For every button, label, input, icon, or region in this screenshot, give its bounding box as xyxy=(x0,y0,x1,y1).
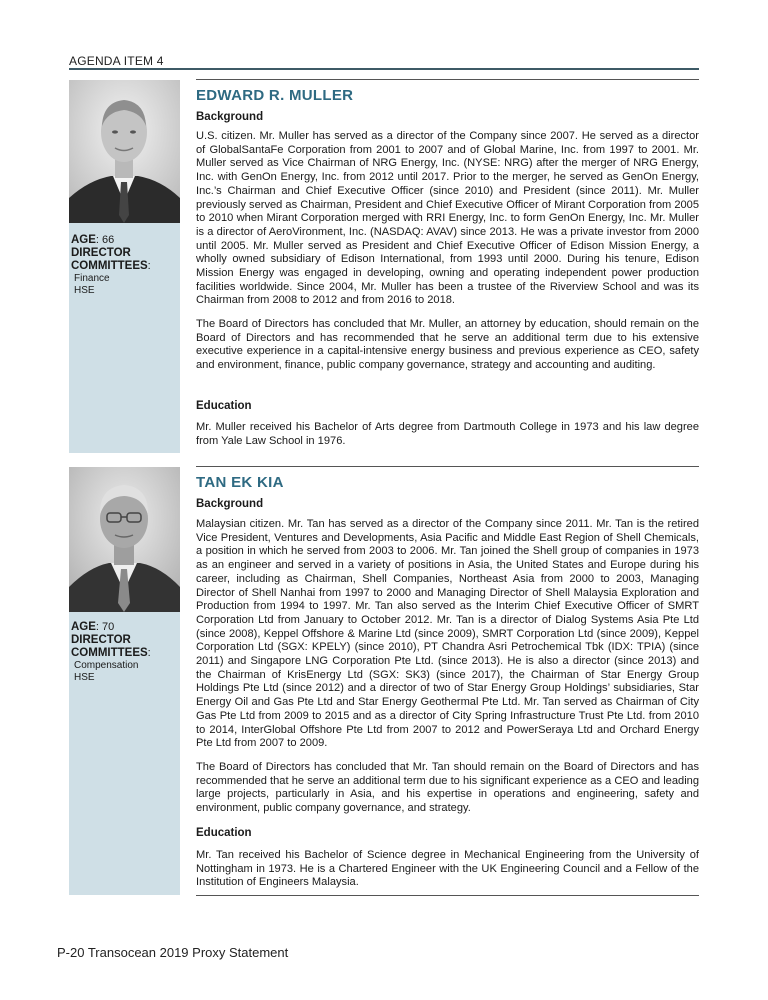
page-footer: P-20 Transocean 2019 Proxy Statement xyxy=(57,945,289,960)
committee-item: Compensation xyxy=(74,660,139,671)
section-rule xyxy=(196,895,699,896)
board-conclusion-text: The Board of Directors has concluded that Mr. Muller, an attorney by education, should remain on the Board of Directors and has recommended that he serve an additional term due to his extensive executive experience in a capital-intensive energy business and previous experience as CEO, safety and environment, finance, public company governance, strategy and accounting and auditing. xyxy=(196,318,699,372)
director-info xyxy=(71,234,151,297)
committee-item: HSE xyxy=(74,285,95,296)
director-photo xyxy=(69,80,180,223)
committees-label: DIRECTOR xyxy=(71,247,131,259)
education-text: Mr. Tan received his Bachelor of Science degree in Mechanical Engineering from the University of Nottingham in 1973. He is a Chartered Engineer with the UK Engineering Council and a Fellow of the Institution of Engineers Malaysia. xyxy=(196,849,699,889)
age-label: AGE xyxy=(71,621,96,633)
director-name: EDWARD R. MULLER xyxy=(196,87,354,104)
education-heading: Education xyxy=(196,827,252,839)
age-value: : 66 xyxy=(95,234,115,246)
director-photo xyxy=(69,467,180,612)
committee-item: Finance xyxy=(74,273,110,284)
board-conclusion-text: The Board of Directors has concluded that Mr. Tan should remain on the Board of Directors and has recommended that he serve an additional term due to his significant experience as a CEO and leading large projects, particularly in Asia, and his expertise in operations and engineering, safety and environment, public company governance, and strategy. xyxy=(196,761,699,815)
age-label: AGE xyxy=(71,234,96,246)
background-text: U.S. citizen. Mr. Muller has served as a director of the Company since 2007. He served as a director of GlobalSantaFe Corporation from 2001 to 2007 and of Global Marine, Inc. from 1997 to 2001. Mr. Muller served as Vice Chairman of NRG Energy, Inc. (NYSE: NRG) after the merger of NRG Energy, Inc. with GenOn Energy, Inc. from 2012 until 2017. Prior to the merger, he served as GenOn Energy, Inc.’s Chairman and Chief Executive Officer (since 2010) and President (since 2011). Mr. Muller previously served as Chairman, President and Chief Executive Officer of Mirant Corporation from 2005 to 2010 when Mirant Corporation merged with RRI Energy, Inc. to form GenOn Energy, Inc. Mr. Muller is a director of AeroVironment, Inc. (NASDAQ: AVAV) since 2013. He was a private investor from 2000 until 2005. Mr. Muller served as President and Chief Executive Officer of Edison Mission Energy, a wholly owned subsidiary of Edison International, from 1993 until 2000. During his tenure, Edison Mission Energy was engaged in developing, owning and operating independent power production facilities worldwide. Since 2004, Mr. Muller has been a trustee of the Riverview School and was its Chairman from 2008 to 2012 and from 2016 to 2018. xyxy=(196,130,699,307)
director-name: TAN EK KIA xyxy=(196,474,284,491)
committees-label: COMMITTEES xyxy=(71,260,148,272)
committee-item: HSE xyxy=(74,672,95,683)
section-rule xyxy=(196,79,699,80)
committees-colon: : xyxy=(147,647,151,659)
education-text: Mr. Muller received his Bachelor of Arts degree from Dartmouth College in 1973 and his law degree from Yale Law School in 1976. xyxy=(196,421,699,447)
background-heading: Background xyxy=(196,498,264,510)
committees-colon: : xyxy=(147,260,151,272)
committees-label: DIRECTOR xyxy=(71,634,131,646)
header-rule xyxy=(69,68,699,70)
director-info xyxy=(71,621,151,684)
background-text: Malaysian citizen. Mr. Tan has served as a director of the Company since 2011. Mr. Tan is the retired Vice President, Ventures and Developments, Asia Pacific and Middle East Region of Shell Chemicals, a position in which he served from 2003 to 2006. Mr. Tan joined the Shell group of companies in 1973 as an engineer and served in a variety of positions in Asia, the United States and Europe during his career, including as Chairman, Shell Companies, Northeast Asia from 2000 to 2003, Managing Director of Shell Nanhai from 1997 to 2000 and Managing Director of Shell Malaysia Exploration and Production from 1994 to 1997. Mr. Tan also served as the Interim Chief Executive Officer of SMRT Corporation Ltd from January to October 2012. Mr. Tan is a director of Dialog Systems Asia Pte Ltd (since 2008), Keppel Offshore & Marine Ltd (since 2009), SMRT Corporation Ltd (since 2009), Keppel Corporation Ltd (SGX: KPELY) (since 2010), PT Chandra Asri Petrochemical Tbk (IDX: TPIA) (since 2011) and Singapore LNG Corporation Pte Ltd. (since 2013). He is also a director (since 2013) and the Chairman of KrisEnergy Ltd (SGX: SK3) (since 2017), the Chairman of Star Energy Group Holdings Pte Ltd (since 2012) and a director of two of Star Energy Group Holdings’ subsidiaries, Star Energy Oil and Gas Pte Ltd and Star Energy Geothermal Pte Ltd. Mr. Tan served as Chairman of City Gas Pte Ltd from 2009 to 2015 and as a director of City Spring Infrastructure Trust Pte Ltd. from 2010 to 2014, InterGlobal Offshore Pte Ltd from 2007 to 2012 and PowerSeraya Ltd and Orchard Energy Pte Ltd from 2007 to 2009. xyxy=(196,518,699,750)
education-heading: Education xyxy=(196,400,252,412)
background-heading: Background xyxy=(196,111,264,123)
age-value: : 70 xyxy=(95,621,115,633)
agenda-item-label: AGENDA ITEM 4 xyxy=(69,54,164,68)
section-rule xyxy=(196,466,699,467)
committees-label: COMMITTEES xyxy=(71,647,148,659)
